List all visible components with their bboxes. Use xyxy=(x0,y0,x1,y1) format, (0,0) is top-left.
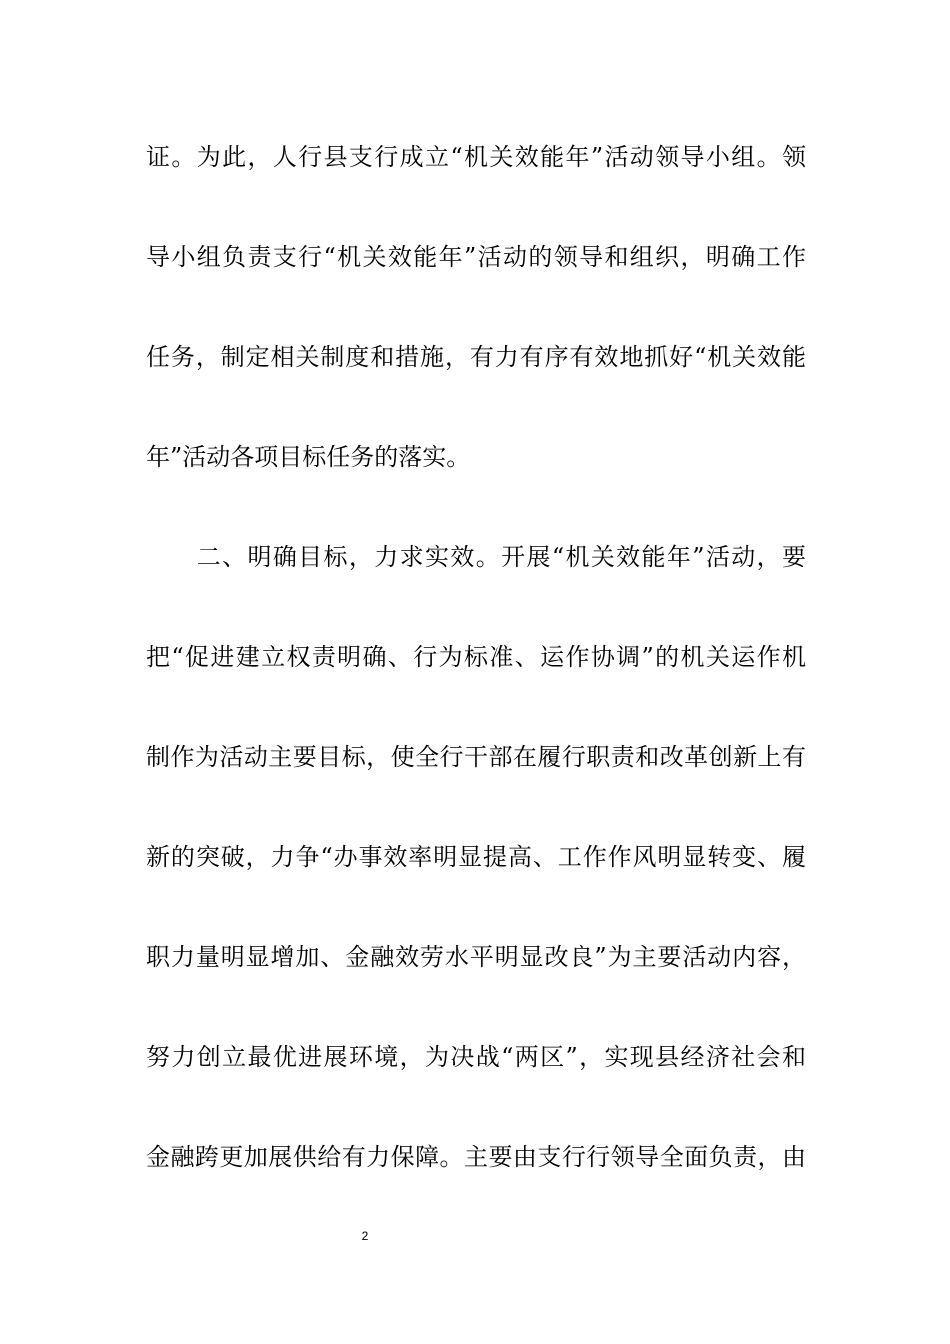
text-line-1: 证。为此，人行县支行成立“机关效能年”活动领导小组。领 xyxy=(146,143,806,171)
text-line-10: 努力创立最优进展环境，为决战“两区”，实现县经济社会和 xyxy=(146,1043,806,1071)
text-line-9: 职力量明显增加、金融效劳水平明显改良”为主要活动内容， xyxy=(146,943,806,971)
text-line-11: 金融跨更加展供给有力保障。主要由支行行领导全面负责，由 xyxy=(146,1143,806,1171)
text-line-7: 制作为活动主要目标，使全行干部在履行职责和改革创新上有 xyxy=(146,743,806,771)
text-line-2: 导小组负责支行“机关效能年”活动的领导和组织，明确工作 xyxy=(146,243,806,271)
text-line-6: 把“促进建立权责明确、行为标准、运作协调”的机关运作机 xyxy=(146,643,806,671)
page-number: 2 xyxy=(361,1229,369,1243)
text-line-8: 新的突破，力争“办事效率明显提高、工作作风明显转变、履 xyxy=(146,843,806,871)
text-line-5: 二、明确目标，力求实效。开展“机关效能年”活动，要 xyxy=(146,543,806,571)
body-text xyxy=(146,132,806,1232)
text-line-3: 任务，制定相关制度和措施，有力有序有效地抓好“机关效能 xyxy=(146,343,806,371)
text-line-4: 年”活动各项目标任务的落实。 xyxy=(146,443,471,471)
